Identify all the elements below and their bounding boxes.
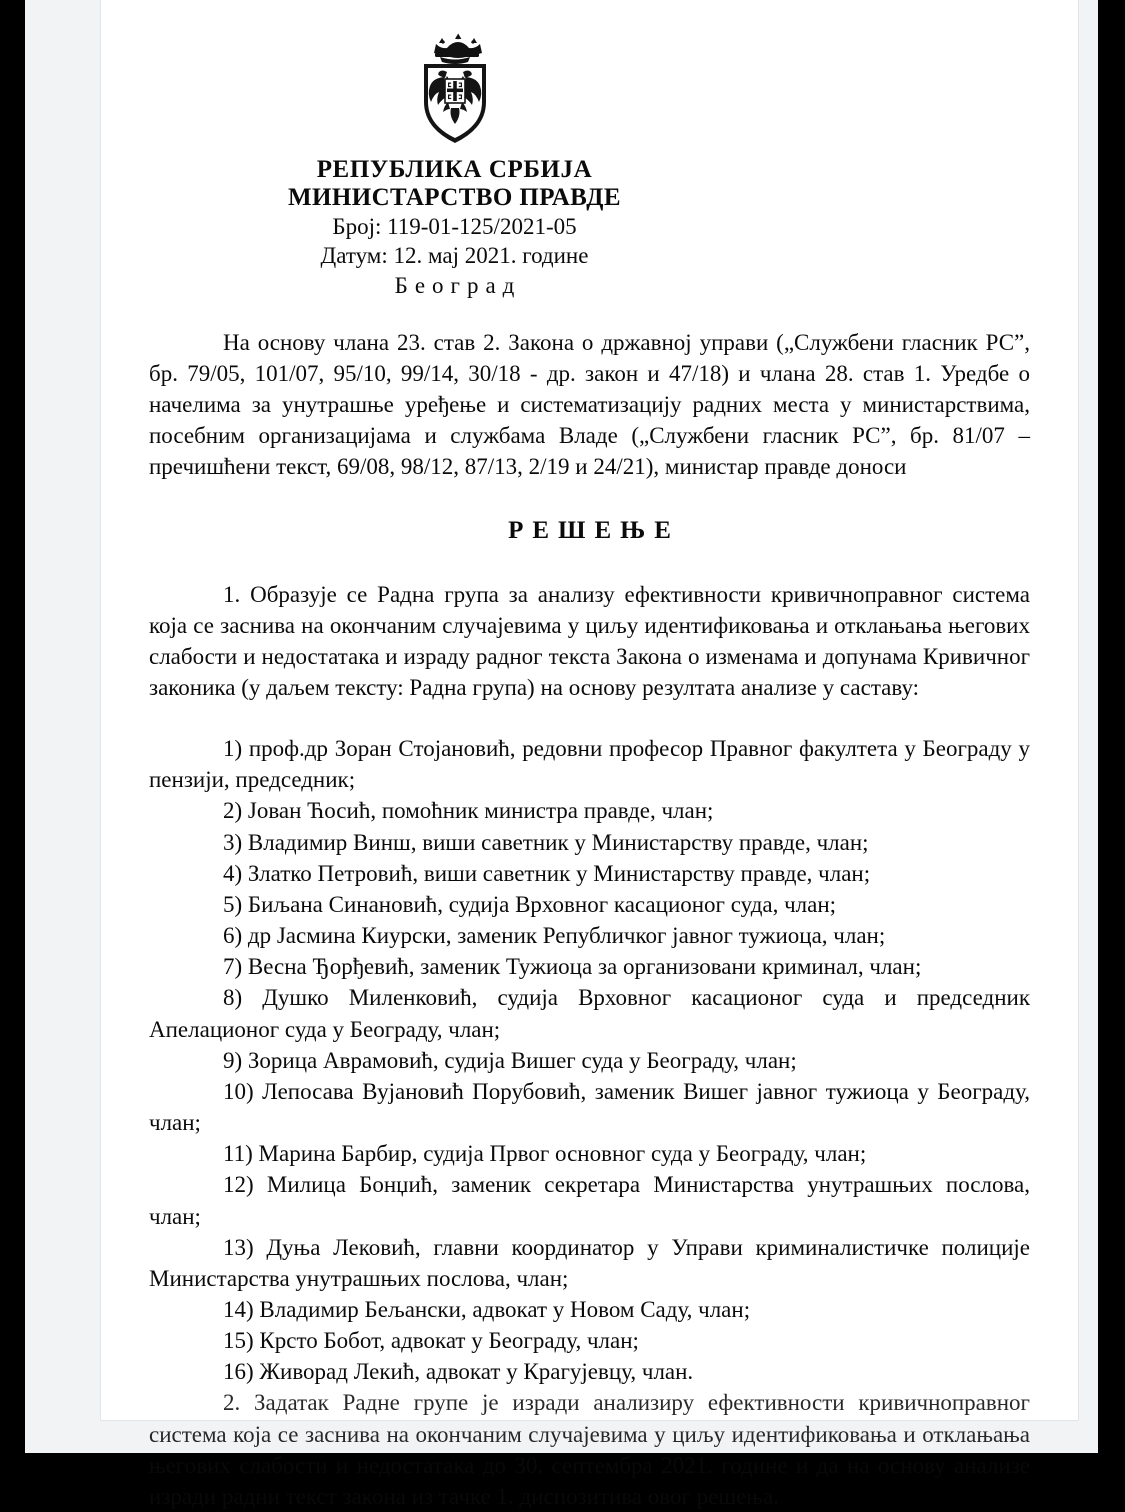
working-group-members-list: [149, 733, 1030, 1387]
list-item: 10) Лепосава Вујановић Порубовић, заменик Вишег јавног тужиоца у Београду, члан;: [149, 1078, 1030, 1136]
issuing-city: Београд: [394, 272, 522, 298]
list-item: 11) Марина Барбир, судија Првог основног суда у Београду, члан;: [223, 1141, 867, 1167]
letterhead: [101, 0, 1078, 301]
list-item: 16) Живорад Лекић, адвокат у Крагујевцу, члан.: [223, 1359, 694, 1385]
document-body: [101, 327, 1078, 1512]
list-item: 15) Крсто Бобот, адвокат у Београду, члан;: [223, 1328, 639, 1354]
organization-name-line-2: МИНИСТАРСТВО ПРАВДЕ: [288, 184, 621, 211]
list-item: 8) Душко Миленковић, судија Врховног касационог суда и председник Апелационог суда у Београду, члан;: [149, 985, 1030, 1042]
list-item: 5) Биљана Синановић, судија Врховног касационог суда, члан;: [223, 891, 837, 917]
list-item: 13) Дуња Лековић, главни координатор у Управи криминалистичке полиције Министарства унутрашњих послова, члан;: [149, 1234, 1030, 1291]
point-1-paragraph: 1. Образује се Радна група за анализу ефективности кривичноправног система која се заснива на окончаним случајевима у циљу идентификовања и отклањања његових слабости и недостатака и израду радног текста Закона о изменама и допунама Кривичног законика (у даљем тексту: Радна група) на основу резултата анализе у саставу:: [149, 581, 1030, 701]
list-item: 1) проф.др Зоран Стојановић, редовни професор Правног факултета у Београду у пензији, председник;: [149, 736, 1030, 793]
list-item: 7) Весна Ђорђевић, заменик Тужиоца за организовани криминал, члан;: [223, 954, 922, 980]
list-item: 2) Јован Ћосић, помоћник министра правде, члан;: [223, 798, 714, 824]
serbia-coat-of-arms-icon: [407, 30, 503, 150]
document-page: [101, 0, 1078, 1509]
organization-name-line-1: РЕПУБЛИКА СРБИЈА: [316, 156, 593, 183]
letterhead-text: [0, 156, 943, 301]
list-item: 4) Златко Петровић, виши саветник у Министарству правде, члан;: [223, 860, 871, 886]
list-item: 14) Владимир Бељански, адвокат у Новом Саду, члан;: [223, 1296, 751, 1322]
point-2-paragraph: 2. Задатак Радне групе је изради анализиру ефективности кривичноправног система која се заснива на окончаним случајевима у циљу идентификовања и отклањања његових слабости и недостатака до 30. септембра 2021. године и да на основу анализе изради радни текст закона из тачке 1. диспозитива овог решења.: [149, 1390, 1030, 1509]
document-date: Датум: 12. мај 2021. године: [320, 243, 589, 269]
list-item: 12) Милица Бонџић, заменик секретара Министарства унутрашњих послова, члан;: [149, 1172, 1030, 1229]
list-item: 6) др Јасмина Киурски, заменик Републичког јавног тужиоца, члан;: [223, 923, 886, 949]
coat-of-arms-wrapper: [0, 30, 943, 150]
legal-basis-paragraph: На основу члана 23. став 2. Закона о државној управи („Службени гласник РС”, бр. 79/05, 101/07, 95/10, 99/14, 30/18 - др. закон и 47/18) и члана 28. став 1. Уредбе о начелима за унутрашње уређење и систематизацију радних места у министарствима, посебним организацијама и службама Владе („Службени гласник РС”, бр. 81/07 – пречишћени текст, 69/08, 98/12, 87/13, 2/19 и 24/21), министар правде доноси: [149, 329, 1030, 480]
page-content: [101, 0, 1078, 1509]
list-item: 3) Владимир Винш, виши саветник у Министарству правде, члан;: [223, 829, 869, 855]
scan-background-mat: [25, 0, 1098, 1509]
reference-number: Број: 119-01-125/2021-05: [332, 214, 577, 239]
list-item: 9) Зорица Аврамовић, судија Вишег суда у Београду, члан;: [223, 1047, 797, 1073]
decision-heading: РЕШЕЊЕ: [508, 516, 680, 544]
